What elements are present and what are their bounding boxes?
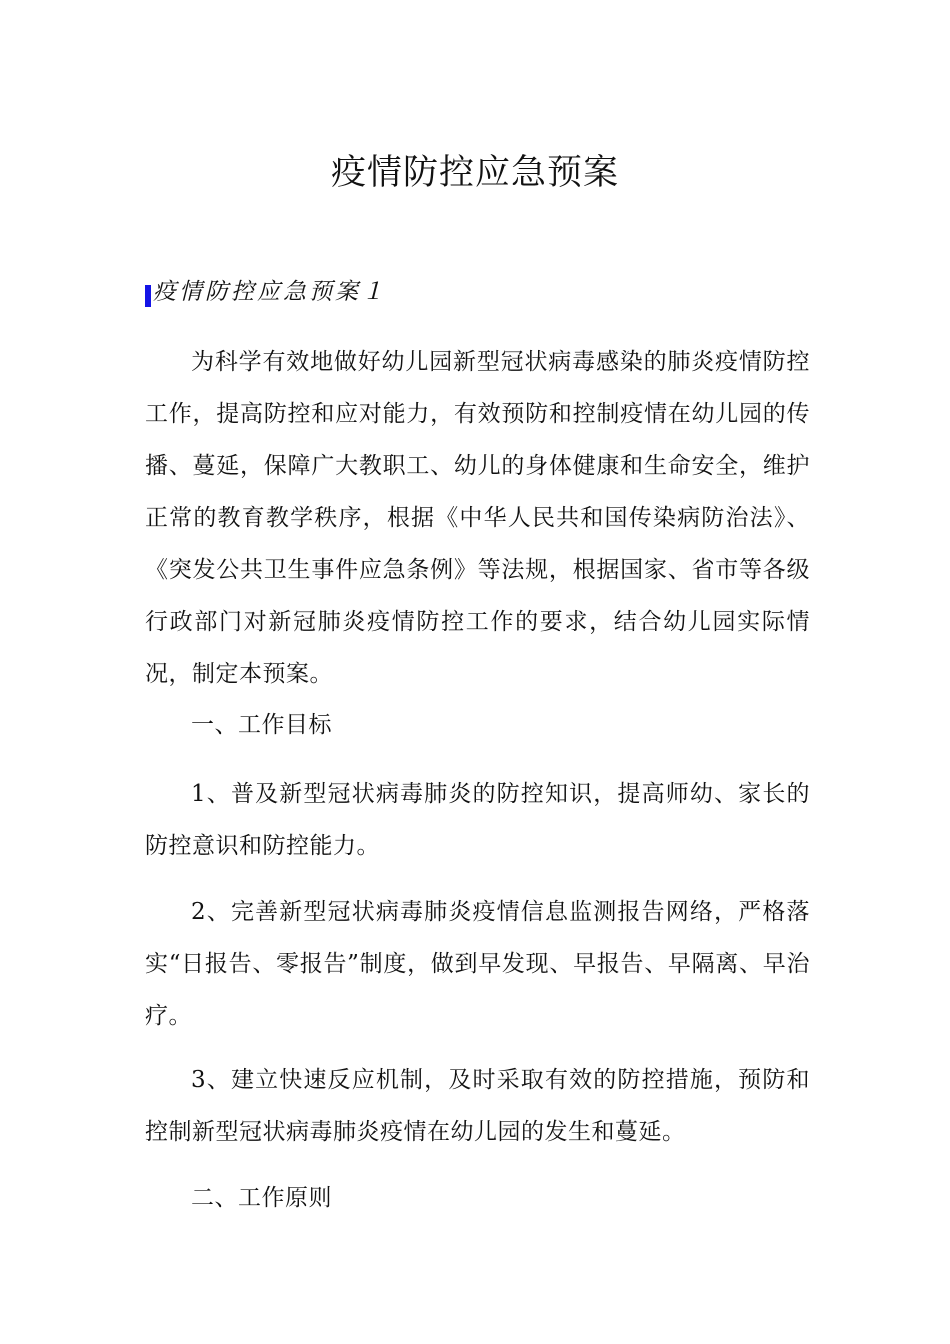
section-heading	[145, 275, 387, 309]
paragraph-section-goals: 一、工作目标	[191, 712, 332, 738]
section-heading-text: 疫情防控应急预案１	[153, 279, 387, 305]
paragraph-goal-1: 1、普及新型冠状病毒肺炎的防控知识，提高师幼、家长的防控意识和防控能力。	[145, 781, 810, 859]
document-title: 疫情防控应急预案	[330, 153, 619, 193]
paragraph-goal-2: 2、完善新型冠状病毒肺炎疫情信息监测报告网络，严格落实“日报告、零报告”制度，做到早发现、早报告、早隔离、早治疗。	[145, 899, 810, 1029]
paragraph-section-principles: 二、工作原则	[191, 1185, 332, 1211]
paragraph-intro: 为科学有效地做好幼儿园新型冠状病毒感染的肺炎疫情防控工作，提高防控和应对能力，有效预防和控制疫情在幼儿园的传播、蔓延，保障广大教职工、幼儿的身体健康和生命安全，维护正常的教育教学秩序，根据《中华人民共和国传染病防治法》、《突发公共卫生事件应急条例》等法规，根据国家、省市等各级行政部门对新冠肺炎疫情防控工作的要求，结合幼儿园实际情况，制定本预案。	[145, 349, 810, 687]
paragraph-goal-3: 3、建立快速反应机制，及时采取有效的防控措施，预防和控制新型冠状病毒肺炎疫情在幼儿园的发生和蔓延。	[145, 1067, 810, 1145]
